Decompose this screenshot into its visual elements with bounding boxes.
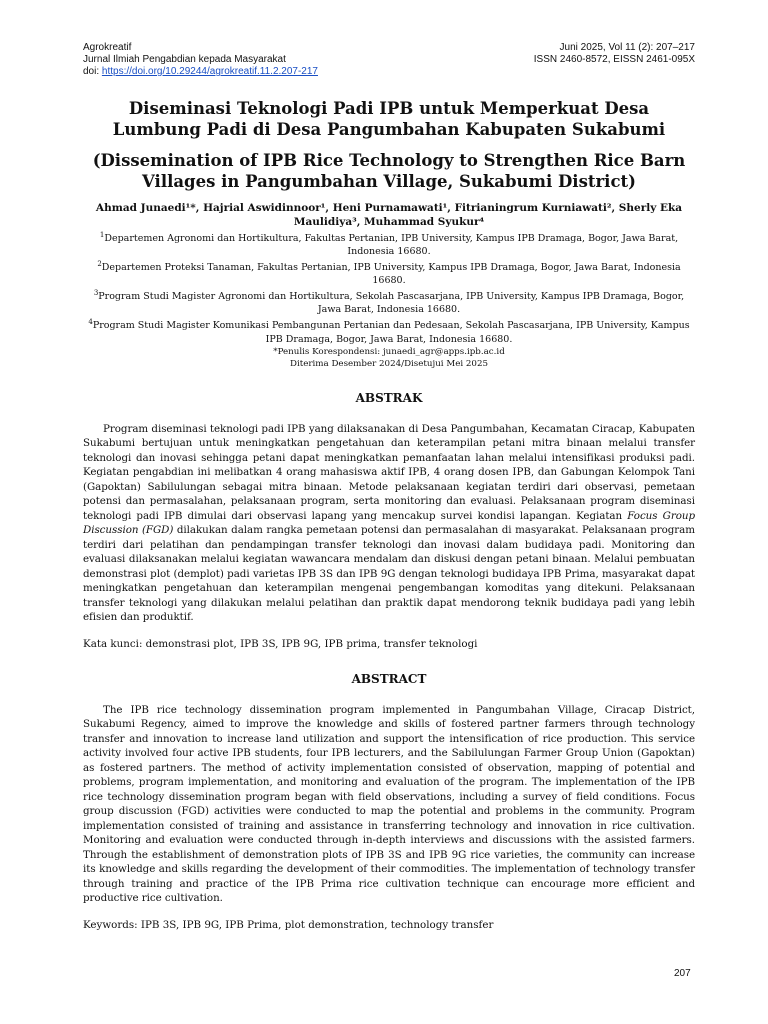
affiliation-text: Program Studi Magister Agronomi dan Hortikultura, Sekolah Pascasarjana, IPB University, Kampus IPB Dramaga, Bogor, Jawa Barat, Indonesia 16680. [98, 291, 685, 316]
author-list: Ahmad Junaedi¹*, Hajrial Aswidinnoor¹, Heni Purnamawati¹, Fitrianingrum Kurniawati², Sherly Eka Maulidiya³, Muhammad Syukur⁴ [95, 202, 683, 228]
issn-info: ISSN 2460-8572, EISSN 2461-095X [533, 54, 695, 65]
abstrak-part1: Program diseminasi teknologi padi IPB yang dilaksanakan di Desa Pangumbahan, Kecamatan Ciracap, Kabupaten Sukabumi bertujuan untuk meningkatkan pengetahuan dan keterampilan petani mitra binaan melalui transfer teknologi dan inovasi sehingga petani dapat meningkatkan pemanfaatan lahan melalui intensifikasi produksi padi. Kegiatan pengabdian ini melibatkan 4 orang mahasiswa aktif IPB, 4 orang dosen IPB, dan Gabungan Kelompok Tani (Gapoktan) Sabilulungan sebagai mitra binaan. Metode pelaksanaan kegiatan terdiri dari observasi, pemetaan potensi dan permasalahan, pelaksanaan program, serta monitoring dan evaluasi. Pelaksanaan program diseminasi teknologi padi IPB dimulai dari observasi lapang yang mencakup survei kondisi lapangan. Kegiatan [83, 422, 695, 522]
abstract-heading: ABSTRACT [351, 671, 427, 686]
doi-link[interactable]: https://doi.org/10.29244/agrokreatif.11.2.207-217 [101, 66, 318, 77]
affiliation-4 [83, 316, 695, 345]
affiliation-number: 4 [88, 318, 93, 327]
affiliation-3 [83, 287, 695, 316]
abstract-text: The IPB rice technology dissemination program implemented in Pangumbahan Village, Ciracap District, Sukabumi Regency, aimed to improve the knowledge and skills of fostered partner farmers through technology transfer and innovation to increase land utilization and support the intensification of rice production. This service activity involved four active IPB students, four IPB lecturers, and the Sabilulungan Farmer Group Union (Gapoktan) as fostered partners. The method of activity implementation consisted of observation, mapping of potential and problems, program implementation, and monitoring and evaluation of the program. The implementation of the IPB rice technology dissemination program began with field observations, including a survey of field conditions. Focus group discussion (FGD) activities were conducted to map the potential and problems in the community. Program implementation consisted of training and assistance in transferring technology and innovation in rice cultivation. Monitoring and evaluation were conducted through in-depth interviews and discussions with the assisted farmers. Through the establishment of demonstration plots of IPB 3S and IPB 9G rice varieties, the community can increase its knowledge and skills regarding the development of their commodities. The implementation of technology transfer through training and practice of the IPB Prima rice cultivation technique can encourage more efficient and productive rice cultivation. [83, 703, 695, 905]
paper-page [83, 42, 695, 932]
affiliation-number: 3 [93, 289, 99, 298]
affiliation-text: Departemen Proteksi Tanaman, Fakultas Pertanian, IPB University, Kampus IPB Dramaga, Bogor, Jawa Barat, Indonesia 16680. [101, 262, 681, 287]
title-english: (Dissemination of IPB Rice Technology to Strengthen Rice Barn Villages in Pangumbahan Village, Sukabumi District) [92, 151, 686, 191]
abstrak-heading: ABSTRAK [355, 390, 423, 405]
affiliation-2 [83, 258, 695, 287]
affiliation-1 [83, 229, 695, 258]
correspondence-note: *Penulis Korespondensi: junaedi_agr@apps.ipb.ac.id [273, 346, 505, 357]
affiliation-number: 2 [97, 260, 102, 269]
affiliation-number: 1 [99, 231, 105, 239]
journal-name: Agrokreatif [83, 42, 132, 53]
doi-label: doi: [83, 66, 102, 77]
abstract-keywords: Keywords: IPB 3S, IPB 9G, IPB Prima, plot demonstration, technology transfer [83, 918, 494, 931]
journal-full-name: Jurnal Ilmiah Pengabdian kepada Masyarakat [83, 54, 286, 65]
running-header [83, 42, 695, 78]
page-number: 207 [674, 968, 691, 979]
title-indonesian: Diseminasi Teknologi Padi IPB untuk Memperkuat Desa Lumbung Padi di Desa Pangumbahan Kabupaten Sukabumi [112, 99, 666, 139]
abstrak-part2: dilakukan dalam rangka pemetaan potensi dan permasalahan di masyarakat. Pelaksanaan program terdiri dari pelatihan dan pendampingan transfer teknologi dan inovasi dalam budidaya padi. Monitoring dan evaluasi dilaksanakan melalui kegiatan wawancara mendalam dan diskusi dengan petani binaan. Melalui pembuatan demonstrasi plot (demplot) padi varietas IPB 3S dan IPB 9G dengan teknologi budidaya IPB Prima, masyarakat dapat meningkatkan pengetahuan dan keterampilan mengenai pengembangan komoditas yang ditekuni. Pelaksanaan transfer teknologi yang dilakukan melalui pelatihan dan praktik dapat mendorong teknik budidaya padi yang lebih efisien dan produktif. [83, 524, 695, 624]
abstrak-fgd-term: Focus Group Discussion (FGD) [83, 509, 695, 537]
header-left [83, 42, 318, 78]
header-right [534, 42, 695, 78]
received-date: Diterima Desember 2024/Disetujui Mei 2025 [289, 358, 489, 369]
abstrak-text [83, 422, 695, 625]
affiliation-text: Program Studi Magister Komunikasi Pembangunan Pertanian dan Pedesaan, Sekolah Pascasarjana, IPB University, Kampus IPB Dramaga, Bogor, Jawa Barat, Indonesia 16680. [92, 320, 690, 345]
affiliation-text: Departemen Agronomi dan Hortikultura, Fakultas Pertanian, IPB University, Kampus IPB Dramaga, Bogor, Jawa Barat, Indonesia 16680. [104, 233, 679, 258]
issue-info: Juni 2025, Vol 11 (2): 207–217 [559, 42, 695, 53]
abstrak-keywords: Kata kunci: demonstrasi plot, IPB 3S, IPB 9G, IPB prima, transfer teknologi [83, 637, 478, 650]
doi-line [83, 66, 318, 78]
affiliations [83, 229, 695, 346]
